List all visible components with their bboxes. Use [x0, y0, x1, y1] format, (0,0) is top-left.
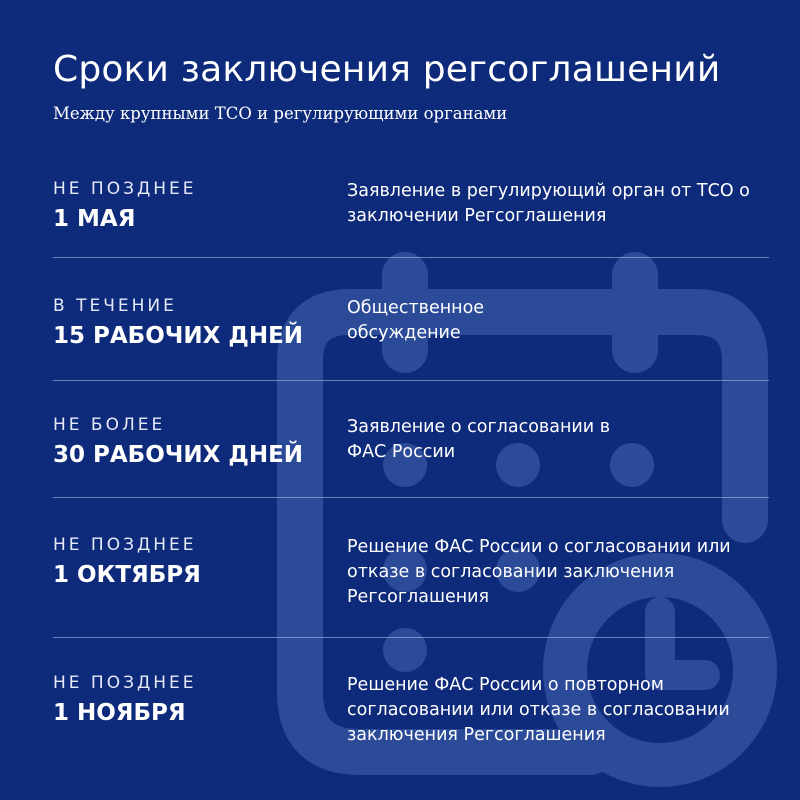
- divider: [53, 380, 769, 381]
- divider: [53, 497, 769, 498]
- row-label: НЕ ПОЗДНЕЕ: [53, 179, 197, 199]
- row-description: Заявление в регулирующий орган от ТСО о заключении Регсоглашения: [347, 181, 750, 226]
- divider: [53, 637, 769, 638]
- row-description: Заявление о согласовании в ФАС России: [347, 417, 611, 462]
- divider: [53, 257, 769, 258]
- row-value: 15 РАБОЧИХ ДНЕЙ: [53, 323, 304, 349]
- row-value: 1 ОКТЯБРЯ: [53, 562, 201, 588]
- page-subtitle: Между крупными ТСО и регулирующими органами: [53, 104, 508, 123]
- page-title: Сроки заключения регсоглашений: [53, 49, 721, 90]
- row-description: Общественное обсуждение: [347, 298, 485, 343]
- row-description: Решение ФАС России о повторном согласовании или отказе в согласовании заключения Регсоглашения: [347, 675, 730, 745]
- row-label: В ТЕЧЕНИЕ: [53, 296, 177, 316]
- row-value: 30 РАБОЧИХ ДНЕЙ: [53, 442, 304, 468]
- row-label: НЕ БОЛЕЕ: [53, 415, 166, 435]
- row-description: Решение ФАС России о согласовании или отказе в согласовании заключения Регсоглашения: [347, 537, 731, 607]
- row-value: 1 МАЯ: [53, 206, 136, 232]
- row-label: НЕ ПОЗДНЕЕ: [53, 673, 197, 693]
- row-label: НЕ ПОЗДНЕЕ: [53, 535, 197, 555]
- row-value: 1 НОЯБРЯ: [53, 700, 186, 726]
